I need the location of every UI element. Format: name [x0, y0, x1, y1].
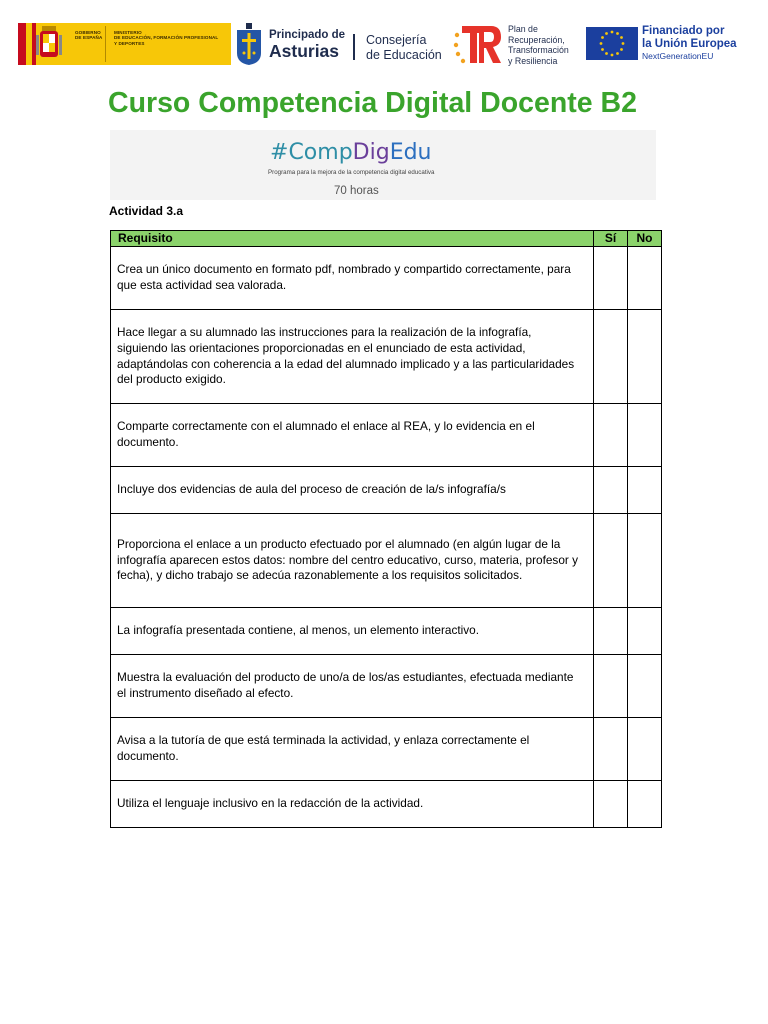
gobierno-label: GOBIERNO DE ESPAÑA	[75, 30, 103, 41]
table-row	[111, 467, 662, 514]
no-cell	[628, 310, 662, 404]
requirement-text: Muestra la evaluación del producto de uno/a de los/as estudiantes, efectuada mediante el instrumento diseñado al efecto.	[111, 655, 594, 718]
plan-recuperacion-label: Plan de Recuperación, Transformación y Resiliencia	[508, 24, 569, 66]
asturias-big-text: Asturias	[269, 41, 340, 61]
requirement-text: La infografía presentada contiene, al menos, un elemento interactivo.	[111, 608, 594, 655]
requirement-text: Proporciona el enlace a un producto efectuado por el alumnado (en algún lugar de la infografía aparecen estos datos: nombre del centro educativo, curso, materia, profesor y fecha), y dicho trabajo se adecúa razonablemente a los requisitos solicitados.	[111, 514, 594, 608]
brand-hash: #	[270, 140, 289, 165]
gobierno-divider	[105, 26, 106, 62]
no-cell	[628, 247, 662, 310]
yes-cell	[594, 404, 628, 467]
header-requirement: Requisito	[111, 231, 594, 247]
activity-label: Actividad 3.a	[109, 204, 184, 218]
compdigedu-banner	[110, 130, 656, 200]
header-yes: Sí	[594, 231, 628, 247]
brand-comp: Comp	[288, 140, 353, 165]
yes-cell	[594, 310, 628, 404]
eu-funded-line1: Financiado por	[642, 25, 725, 37]
requirement-text: Crea un único documento en formato pdf, nombrado y compartido correctamente, para que esta actividad sea valorada.	[111, 247, 594, 310]
table-row	[111, 310, 662, 404]
banner-subtitle: Programa para la mejora de la competencia digital educativa	[268, 169, 435, 176]
no-cell	[628, 718, 662, 781]
table-row	[111, 718, 662, 781]
yes-cell	[594, 781, 628, 828]
no-cell	[628, 781, 662, 828]
yes-cell	[594, 247, 628, 310]
no-cell	[628, 514, 662, 608]
no-cell	[628, 608, 662, 655]
eu-flag-icon	[586, 27, 638, 60]
requirements-table	[110, 230, 662, 828]
ministerio-label: MINISTERIO DE EDUCACIÓN, FORMACIÓN PROFESIONAL Y DEPORTES	[114, 30, 219, 46]
requirement-text: Comparte correctamente con el alumnado el enlace al REA, y lo evidencia en el documento.	[111, 404, 594, 467]
yes-cell	[594, 608, 628, 655]
requirement-text: Utiliza el lenguaje inclusivo en la redacción de la actividad.	[111, 781, 594, 828]
brand-dig: Dig	[352, 140, 390, 165]
asturias-cross-shield-icon	[236, 23, 262, 65]
spain-coat-of-arms-icon	[18, 23, 70, 65]
yes-cell	[594, 655, 628, 718]
yes-cell	[594, 718, 628, 781]
no-cell	[628, 655, 662, 718]
eu-funded-line2: la Unión Europea	[642, 38, 737, 50]
no-cell	[628, 404, 662, 467]
table-row	[111, 655, 662, 718]
eu-funded-label	[642, 25, 737, 51]
table-row	[111, 608, 662, 655]
table-row	[111, 514, 662, 608]
brand-edu: Edu	[389, 140, 432, 165]
consejeria-line1: Consejería	[366, 33, 427, 47]
asturias-separator	[353, 34, 355, 60]
tr-recovery-plan-logo-icon	[453, 23, 503, 65]
yes-cell	[594, 514, 628, 608]
requirement-text: Hace llegar a su alumnado las instrucciones para la realización de la infografía, siguiendo las orientaciones proporcionadas en el enunciado de esta actividad, adaptándolas con coherencia a la edad del alumnado implicado y a las particularidades del producto exigido.	[111, 310, 594, 404]
table-row	[111, 781, 662, 828]
table-row	[111, 404, 662, 467]
banner-hours: 70 horas	[334, 185, 379, 197]
consejeria-label	[366, 33, 442, 63]
compdigedu-brand	[270, 140, 432, 165]
principado-asturias-label	[269, 29, 345, 61]
header-no: No	[628, 231, 662, 247]
no-cell	[628, 467, 662, 514]
eu-next-generation-label: NextGenerationEU	[642, 51, 714, 61]
course-title: Curso Competencia Digital Docente B2	[108, 87, 637, 119]
consejeria-line2: de Educación	[366, 48, 442, 62]
table-header-row	[111, 231, 662, 247]
requirement-text: Avisa a la tutoría de que está terminada la actividad, y enlaza correctamente el documento.	[111, 718, 594, 781]
table-row	[111, 247, 662, 310]
yes-cell	[594, 467, 628, 514]
gobierno-ministerio-logo	[18, 23, 231, 65]
header-logos	[0, 0, 768, 78]
requirement-text: Incluye dos evidencias de aula del proceso de creación de la/s infografía/s	[111, 467, 594, 514]
principado-small-text: Principado de	[269, 29, 346, 41]
